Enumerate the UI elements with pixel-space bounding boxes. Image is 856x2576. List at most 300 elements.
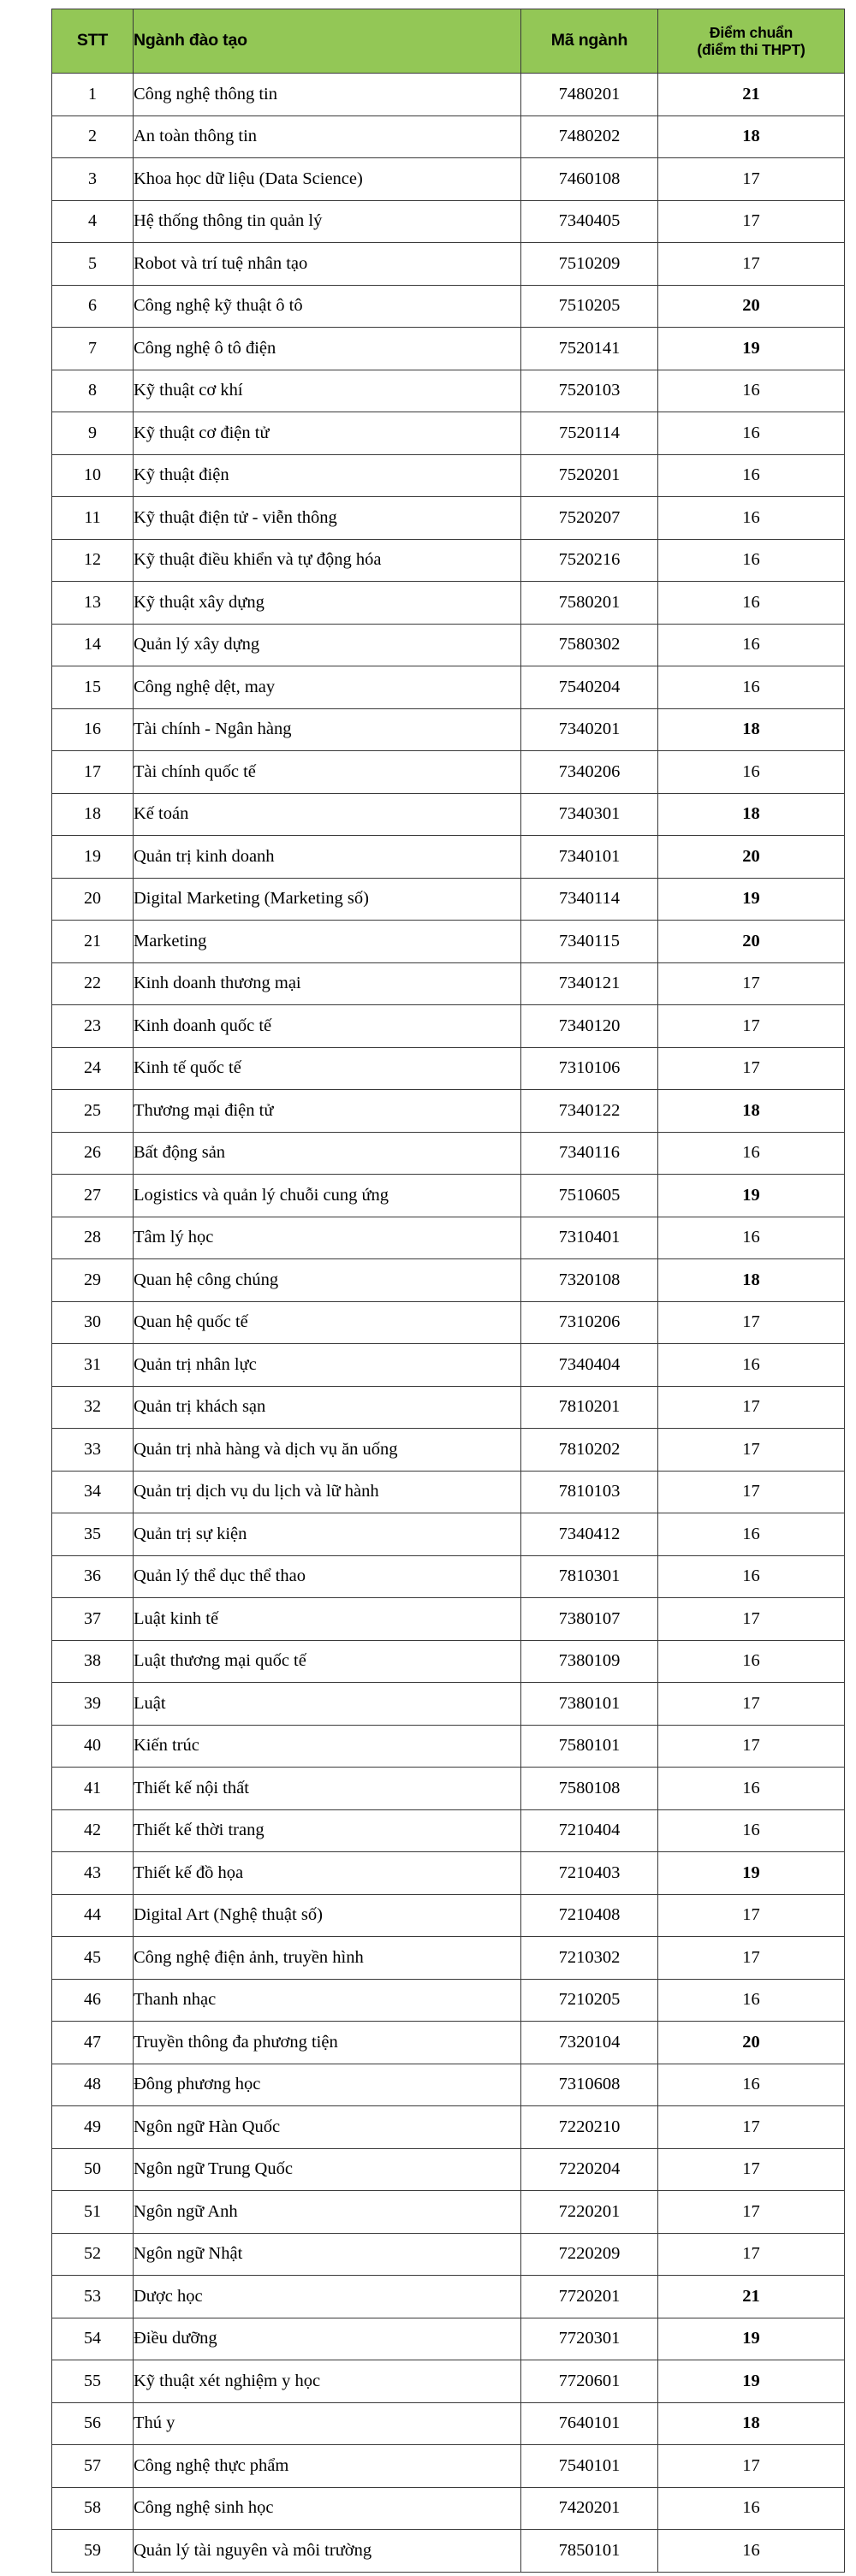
table-row <box>52 2402 845 2445</box>
cell-major-code: 7810103 <box>521 1471 658 1513</box>
cell-major-code: 7520141 <box>521 328 658 370</box>
cell-major-name: Quản trị nhân lực <box>134 1344 521 1387</box>
cell-stt: 38 <box>52 1640 134 1683</box>
cell-benchmark-score: 17 <box>658 200 845 243</box>
cell-benchmark-score: 18 <box>658 793 845 836</box>
column-header-score-line2: (điểm thi THPT) <box>697 41 805 58</box>
table-row <box>52 539 845 582</box>
cell-stt: 56 <box>52 2402 134 2445</box>
cell-stt: 10 <box>52 454 134 497</box>
cell-stt: 58 <box>52 2487 134 2530</box>
column-header-score-line1: Điểm chuẩn <box>709 23 794 41</box>
cell-stt: 21 <box>52 921 134 963</box>
cell-benchmark-score: 21 <box>658 74 845 116</box>
cell-benchmark-score: 16 <box>658 1809 845 1852</box>
table-row <box>52 412 845 455</box>
column-header-code: Mã ngành <box>521 9 658 74</box>
cell-benchmark-score: 20 <box>658 2022 845 2064</box>
cell-major-name: Ngôn ngữ Trung Quốc <box>134 2148 521 2191</box>
cell-major-name: Kỹ thuật cơ khí <box>134 370 521 412</box>
cell-major-name: Quản trị nhà hàng và dịch vụ ăn uống <box>134 1429 521 1472</box>
cell-major-code: 7210404 <box>521 1809 658 1852</box>
table-row <box>52 1005 845 1048</box>
cell-major-name: Hệ thống thông tin quản lý <box>134 200 521 243</box>
cell-major-code: 7810201 <box>521 1386 658 1429</box>
cell-major-code: 7210408 <box>521 1894 658 1937</box>
table-row <box>52 2318 845 2360</box>
cell-stt: 11 <box>52 497 134 540</box>
cell-major-code: 7340116 <box>521 1132 658 1175</box>
cell-stt: 32 <box>52 1386 134 1429</box>
cell-stt: 49 <box>52 2106 134 2149</box>
cell-stt: 14 <box>52 624 134 666</box>
cell-benchmark-score: 16 <box>658 1979 845 2022</box>
cell-stt: 57 <box>52 2445 134 2488</box>
table-row <box>52 1937 845 1980</box>
table-row <box>52 1809 845 1852</box>
cell-major-name: An toàn thông tin <box>134 115 521 158</box>
cell-major-name: Kiến trúc <box>134 1725 521 1768</box>
cell-major-name: Công nghệ thông tin <box>134 74 521 116</box>
table-header-row <box>52 9 845 74</box>
cell-stt: 29 <box>52 1259 134 1302</box>
cell-major-code: 7340121 <box>521 962 658 1005</box>
cell-major-name: Luật <box>134 1683 521 1726</box>
cell-major-code: 7320108 <box>521 1259 658 1302</box>
cell-stt: 23 <box>52 1005 134 1048</box>
table-row <box>52 1386 845 1429</box>
cell-major-name: Kinh doanh quốc tế <box>134 1005 521 1048</box>
cell-benchmark-score: 17 <box>658 1725 845 1768</box>
cell-major-code: 7850101 <box>521 2530 658 2573</box>
cell-benchmark-score: 16 <box>658 2487 845 2530</box>
cell-benchmark-score: 17 <box>658 1471 845 1513</box>
cell-stt: 36 <box>52 1555 134 1598</box>
cell-major-code: 7720201 <box>521 2276 658 2318</box>
cell-stt: 24 <box>52 1047 134 1090</box>
cell-major-name: Ngôn ngữ Nhật <box>134 2233 521 2276</box>
admission-score-table-wrap <box>51 9 844 2573</box>
cell-major-name: Khoa học dữ liệu (Data Science) <box>134 158 521 201</box>
cell-benchmark-score: 16 <box>658 582 845 625</box>
cell-benchmark-score: 16 <box>658 1513 845 1556</box>
cell-major-code: 7340405 <box>521 200 658 243</box>
table-row <box>52 1175 845 1217</box>
column-header-stt: STT <box>52 9 134 74</box>
table-row <box>52 497 845 540</box>
cell-benchmark-score: 18 <box>658 708 845 751</box>
cell-major-code: 7210403 <box>521 1852 658 1895</box>
cell-stt: 47 <box>52 2022 134 2064</box>
cell-stt: 8 <box>52 370 134 412</box>
cell-major-name: Công nghệ thực phẩm <box>134 2445 521 2488</box>
cell-major-name: Thương mại điện tử <box>134 1090 521 1133</box>
cell-major-code: 7510205 <box>521 285 658 328</box>
cell-stt: 52 <box>52 2233 134 2276</box>
cell-stt: 15 <box>52 666 134 709</box>
table-row <box>52 962 845 1005</box>
cell-benchmark-score: 19 <box>658 878 845 921</box>
cell-major-code: 7340201 <box>521 708 658 751</box>
cell-major-name: Công nghệ ô tô điện <box>134 328 521 370</box>
cell-major-name: Thiết kế thời trang <box>134 1809 521 1852</box>
cell-major-name: Quan hệ quốc tế <box>134 1301 521 1344</box>
table-row <box>52 454 845 497</box>
cell-stt: 25 <box>52 1090 134 1133</box>
cell-major-code: 7220204 <box>521 2148 658 2191</box>
cell-benchmark-score: 16 <box>658 624 845 666</box>
cell-benchmark-score: 17 <box>658 1386 845 1429</box>
cell-major-code: 7340404 <box>521 1344 658 1387</box>
table-row <box>52 2191 845 2234</box>
cell-major-name: Kinh tế quốc tế <box>134 1047 521 1090</box>
cell-benchmark-score: 16 <box>658 1768 845 1810</box>
table-row <box>52 793 845 836</box>
cell-major-name: Công nghệ dệt, may <box>134 666 521 709</box>
cell-major-code: 7640101 <box>521 2402 658 2445</box>
cell-major-name: Luật kinh tế <box>134 1598 521 1641</box>
table-row <box>52 74 845 116</box>
table-row <box>52 1259 845 1302</box>
cell-benchmark-score: 21 <box>658 2276 845 2318</box>
cell-benchmark-score: 16 <box>658 1132 845 1175</box>
table-row <box>52 1429 845 1472</box>
table-row <box>52 2360 845 2403</box>
admission-score-table <box>51 9 845 2573</box>
table-row <box>52 115 845 158</box>
cell-benchmark-score: 18 <box>658 2402 845 2445</box>
cell-major-code: 7420201 <box>521 2487 658 2530</box>
cell-major-code: 7520103 <box>521 370 658 412</box>
cell-stt: 28 <box>52 1217 134 1259</box>
cell-benchmark-score: 16 <box>658 1344 845 1387</box>
cell-stt: 1 <box>52 74 134 116</box>
cell-benchmark-score: 17 <box>658 1301 845 1344</box>
table-row <box>52 1090 845 1133</box>
cell-stt: 41 <box>52 1768 134 1810</box>
table-row <box>52 158 845 201</box>
cell-major-code: 7340301 <box>521 793 658 836</box>
table-row <box>52 708 845 751</box>
cell-major-name: Truyền thông đa phương tiện <box>134 2022 521 2064</box>
cell-major-name: Logistics và quản lý chuỗi cung ứng <box>134 1175 521 1217</box>
cell-major-name: Kế toán <box>134 793 521 836</box>
table-row <box>52 878 845 921</box>
cell-benchmark-score: 17 <box>658 2106 845 2149</box>
cell-benchmark-score: 19 <box>658 1852 845 1895</box>
table-row <box>52 2530 845 2573</box>
cell-stt: 48 <box>52 2064 134 2106</box>
cell-major-name: Kinh doanh thương mại <box>134 962 521 1005</box>
table-row <box>52 836 845 879</box>
table-row <box>52 285 845 328</box>
cell-major-name: Tài chính quốc tế <box>134 751 521 794</box>
cell-benchmark-score: 18 <box>658 1090 845 1133</box>
cell-benchmark-score: 17 <box>658 962 845 1005</box>
cell-benchmark-score: 16 <box>658 751 845 794</box>
cell-major-name: Tài chính - Ngân hàng <box>134 708 521 751</box>
cell-benchmark-score: 19 <box>658 2318 845 2360</box>
cell-major-code: 7720601 <box>521 2360 658 2403</box>
cell-stt: 40 <box>52 1725 134 1768</box>
table-row <box>52 1047 845 1090</box>
table-row <box>52 1852 845 1895</box>
cell-major-name: Thanh nhạc <box>134 1979 521 2022</box>
cell-benchmark-score: 16 <box>658 497 845 540</box>
cell-benchmark-score: 16 <box>658 454 845 497</box>
cell-stt: 26 <box>52 1132 134 1175</box>
table-body <box>52 74 845 2573</box>
cell-benchmark-score: 18 <box>658 115 845 158</box>
table-row <box>52 751 845 794</box>
cell-benchmark-score: 16 <box>658 666 845 709</box>
cell-stt: 50 <box>52 2148 134 2191</box>
cell-stt: 59 <box>52 2530 134 2573</box>
cell-benchmark-score: 17 <box>658 243 845 286</box>
table-row <box>52 2233 845 2276</box>
cell-stt: 20 <box>52 878 134 921</box>
table-row <box>52 1979 845 2022</box>
cell-major-name: Quản lý thể dục thể thao <box>134 1555 521 1598</box>
cell-major-name: Ngôn ngữ Anh <box>134 2191 521 2234</box>
cell-benchmark-score: 17 <box>658 1894 845 1937</box>
cell-major-code: 7810301 <box>521 1555 658 1598</box>
cell-stt: 43 <box>52 1852 134 1895</box>
cell-benchmark-score: 19 <box>658 2360 845 2403</box>
cell-stt: 6 <box>52 285 134 328</box>
cell-major-name: Quản trị khách sạn <box>134 1386 521 1429</box>
table-row <box>52 243 845 286</box>
cell-major-code: 7340206 <box>521 751 658 794</box>
column-header-score <box>658 9 845 74</box>
cell-stt: 12 <box>52 539 134 582</box>
cell-major-name: Digital Marketing (Marketing số) <box>134 878 521 921</box>
table-row <box>52 1725 845 1768</box>
cell-stt: 31 <box>52 1344 134 1387</box>
cell-stt: 35 <box>52 1513 134 1556</box>
table-row <box>52 1217 845 1259</box>
cell-major-code: 7480202 <box>521 115 658 158</box>
table-row <box>52 1683 845 1726</box>
table-row <box>52 200 845 243</box>
cell-stt: 5 <box>52 243 134 286</box>
cell-major-code: 7340122 <box>521 1090 658 1133</box>
cell-major-name: Thú y <box>134 2402 521 2445</box>
cell-benchmark-score: 17 <box>658 1047 845 1090</box>
cell-benchmark-score: 17 <box>658 2445 845 2488</box>
cell-benchmark-score: 17 <box>658 2233 845 2276</box>
cell-major-code: 7320104 <box>521 2022 658 2064</box>
cell-major-code: 7380101 <box>521 1683 658 1726</box>
cell-major-code: 7310608 <box>521 2064 658 2106</box>
table-row <box>52 1301 845 1344</box>
cell-major-code: 7340101 <box>521 836 658 879</box>
cell-major-code: 7210302 <box>521 1937 658 1980</box>
cell-benchmark-score: 19 <box>658 1175 845 1217</box>
cell-major-code: 7810202 <box>521 1429 658 1472</box>
cell-benchmark-score: 17 <box>658 1005 845 1048</box>
table-row <box>52 1598 845 1641</box>
cell-major-code: 7520207 <box>521 497 658 540</box>
table-row <box>52 1132 845 1175</box>
table-row <box>52 1640 845 1683</box>
table-row <box>52 2148 845 2191</box>
cell-major-name: Đông phương học <box>134 2064 521 2106</box>
cell-stt: 45 <box>52 1937 134 1980</box>
column-header-major: Ngành đào tạo <box>134 9 521 74</box>
cell-major-name: Luật thương mại quốc tế <box>134 1640 521 1683</box>
cell-stt: 55 <box>52 2360 134 2403</box>
cell-major-code: 7460108 <box>521 158 658 201</box>
cell-major-name: Quản trị dịch vụ du lịch và lữ hành <box>134 1471 521 1513</box>
cell-stt: 51 <box>52 2191 134 2234</box>
table-row <box>52 2276 845 2318</box>
table-row <box>52 1471 845 1513</box>
cell-major-code: 7210205 <box>521 1979 658 2022</box>
cell-major-code: 7310206 <box>521 1301 658 1344</box>
cell-major-name: Thiết kế đồ họa <box>134 1852 521 1895</box>
cell-major-code: 7310401 <box>521 1217 658 1259</box>
cell-stt: 19 <box>52 836 134 879</box>
cell-major-code: 7340412 <box>521 1513 658 1556</box>
cell-stt: 33 <box>52 1429 134 1472</box>
cell-benchmark-score: 17 <box>658 1683 845 1726</box>
cell-stt: 44 <box>52 1894 134 1937</box>
cell-stt: 46 <box>52 1979 134 2022</box>
cell-major-name: Kỹ thuật điện <box>134 454 521 497</box>
cell-benchmark-score: 16 <box>658 412 845 455</box>
cell-major-code: 7310106 <box>521 1047 658 1090</box>
cell-major-code: 7580201 <box>521 582 658 625</box>
cell-benchmark-score: 16 <box>658 2064 845 2106</box>
cell-major-name: Kỹ thuật điều khiển và tự động hóa <box>134 539 521 582</box>
table-row <box>52 1555 845 1598</box>
cell-major-code: 7220201 <box>521 2191 658 2234</box>
cell-benchmark-score: 18 <box>658 1259 845 1302</box>
cell-major-code: 7540204 <box>521 666 658 709</box>
cell-major-code: 7380109 <box>521 1640 658 1683</box>
cell-benchmark-score: 16 <box>658 539 845 582</box>
cell-major-code: 7540101 <box>521 2445 658 2488</box>
cell-stt: 4 <box>52 200 134 243</box>
cell-stt: 39 <box>52 1683 134 1726</box>
cell-major-code: 7510605 <box>521 1175 658 1217</box>
cell-benchmark-score: 16 <box>658 1640 845 1683</box>
cell-major-code: 7580101 <box>521 1725 658 1768</box>
cell-stt: 18 <box>52 793 134 836</box>
cell-major-name: Digital Art (Nghệ thuật số) <box>134 1894 521 1937</box>
cell-major-name: Marketing <box>134 921 521 963</box>
cell-benchmark-score: 17 <box>658 158 845 201</box>
cell-major-name: Kỹ thuật cơ điện tử <box>134 412 521 455</box>
cell-major-name: Kỹ thuật xét nghiệm y học <box>134 2360 521 2403</box>
cell-major-name: Robot và trí tuệ nhân tạo <box>134 243 521 286</box>
cell-benchmark-score: 17 <box>658 2148 845 2191</box>
cell-stt: 13 <box>52 582 134 625</box>
cell-major-code: 7520216 <box>521 539 658 582</box>
cell-benchmark-score: 16 <box>658 1217 845 1259</box>
cell-stt: 37 <box>52 1598 134 1641</box>
cell-stt: 7 <box>52 328 134 370</box>
cell-benchmark-score: 17 <box>658 1598 845 1641</box>
cell-benchmark-score: 17 <box>658 1937 845 1980</box>
cell-stt: 9 <box>52 412 134 455</box>
table-row <box>52 1894 845 1937</box>
table-row <box>52 1513 845 1556</box>
table-row <box>52 1344 845 1387</box>
cell-major-name: Công nghệ điện ảnh, truyền hình <box>134 1937 521 1980</box>
table-row <box>52 2106 845 2149</box>
table-header <box>52 9 845 74</box>
table-row <box>52 666 845 709</box>
cell-stt: 53 <box>52 2276 134 2318</box>
table-row <box>52 1768 845 1810</box>
cell-major-code: 7340120 <box>521 1005 658 1048</box>
cell-major-name: Dược học <box>134 2276 521 2318</box>
cell-major-code: 7480201 <box>521 74 658 116</box>
cell-stt: 34 <box>52 1471 134 1513</box>
cell-major-name: Ngôn ngữ Hàn Quốc <box>134 2106 521 2149</box>
table-row <box>52 328 845 370</box>
cell-major-code: 7340114 <box>521 878 658 921</box>
cell-major-code: 7720301 <box>521 2318 658 2360</box>
table-row <box>52 2445 845 2488</box>
table-row <box>52 2022 845 2064</box>
cell-major-name: Tâm lý học <box>134 1217 521 1259</box>
cell-major-code: 7510209 <box>521 243 658 286</box>
cell-benchmark-score: 20 <box>658 921 845 963</box>
cell-benchmark-score: 17 <box>658 1429 845 1472</box>
cell-major-code: 7220209 <box>521 2233 658 2276</box>
cell-major-name: Quản lý tài nguyên và môi trường <box>134 2530 521 2573</box>
cell-benchmark-score: 19 <box>658 328 845 370</box>
cell-major-name: Điều dưỡng <box>134 2318 521 2360</box>
cell-major-name: Công nghệ sinh học <box>134 2487 521 2530</box>
cell-stt: 42 <box>52 1809 134 1852</box>
cell-stt: 3 <box>52 158 134 201</box>
cell-major-code: 7580302 <box>521 624 658 666</box>
table-row <box>52 2064 845 2106</box>
cell-stt: 30 <box>52 1301 134 1344</box>
cell-benchmark-score: 17 <box>658 2191 845 2234</box>
cell-stt: 22 <box>52 962 134 1005</box>
table-row <box>52 370 845 412</box>
cell-major-name: Thiết kế nội thất <box>134 1768 521 1810</box>
cell-major-code: 7520201 <box>521 454 658 497</box>
cell-stt: 16 <box>52 708 134 751</box>
cell-stt: 17 <box>52 751 134 794</box>
cell-benchmark-score: 16 <box>658 2530 845 2573</box>
table-row <box>52 624 845 666</box>
cell-benchmark-score: 20 <box>658 836 845 879</box>
cell-benchmark-score: 16 <box>658 1555 845 1598</box>
cell-stt: 2 <box>52 115 134 158</box>
table-row <box>52 921 845 963</box>
cell-major-name: Kỹ thuật điện tử - viễn thông <box>134 497 521 540</box>
cell-benchmark-score: 20 <box>658 285 845 328</box>
cell-major-code: 7220210 <box>521 2106 658 2149</box>
cell-benchmark-score: 16 <box>658 370 845 412</box>
cell-major-code: 7580108 <box>521 1768 658 1810</box>
cell-major-code: 7520114 <box>521 412 658 455</box>
cell-major-code: 7380107 <box>521 1598 658 1641</box>
cell-stt: 54 <box>52 2318 134 2360</box>
cell-major-name: Quan hệ công chúng <box>134 1259 521 1302</box>
cell-major-name: Quản lý xây dựng <box>134 624 521 666</box>
table-row <box>52 2487 845 2530</box>
cell-major-name: Kỹ thuật xây dựng <box>134 582 521 625</box>
cell-stt: 27 <box>52 1175 134 1217</box>
